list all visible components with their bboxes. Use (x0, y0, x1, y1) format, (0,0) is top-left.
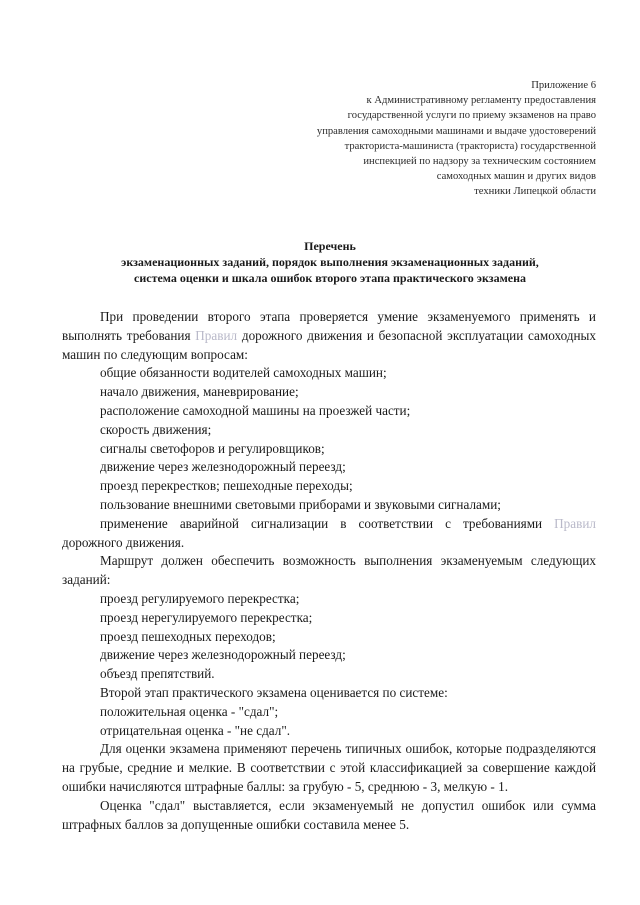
rules-link[interactable]: Правил (554, 515, 596, 531)
route-task: движение через железнодорожный переезд; (100, 647, 346, 663)
alarm-text: применение аварийной сигнализации в соответствии с требованиями (100, 515, 555, 531)
intro-text-end: дорожного движения и безопасной эксплуатации самоходных машин по следующим вопросам: (62, 327, 597, 362)
route-task: объезд препятствий. (100, 666, 215, 682)
intro-paragraph (62, 308, 596, 364)
document-title (40, 238, 620, 287)
question-item: проезд перекрестков; пешеходные переходы; (100, 478, 353, 494)
question-item: пользование внешними световыми приборами и звуковыми сигналами; (100, 496, 501, 512)
grading-intro: Второй этап практического экзамена оценивается по системе: (100, 684, 448, 700)
pass-paragraph: Оценка "сдал" выставляется, если экзаменуемый не допустил ошибок или сумма штрафных баллов за допущенные ошибки составила менее 5. (62, 797, 596, 832)
annex-line: самоходных машин и других видов (436, 171, 596, 183)
route-task: проезд регулируемого перекрестка; (100, 590, 300, 606)
grade-item: отрицательная оценка - "не сдал". (100, 722, 291, 738)
question-item: начало движения, маневрирование; (100, 384, 299, 400)
document-body (62, 308, 596, 834)
annex-header (266, 78, 596, 200)
annex-line: государственной услуги по приему экзаменов на право (347, 110, 596, 122)
annex-line: инспекцией по надзору за техническим состоянием (363, 156, 596, 168)
alarm-item (62, 515, 596, 553)
route-task: проезд пешеходных переходов; (100, 628, 276, 644)
title-line-2: экзаменационных заданий, порядок выполнения экзаменационных заданий, (121, 255, 539, 270)
question-item: движение через железнодорожный переезд; (100, 459, 346, 475)
alarm-text-end: дорожного движения. (62, 534, 185, 550)
question-item: сигналы светофоров и регулировщиков; (100, 440, 325, 456)
annex-line: управления самоходными машинами и выдаче удостоверений (316, 125, 596, 137)
intro-text: При проведении второго этапа проверяется умение экзаменуемого применять и выполнять требования (62, 309, 596, 343)
question-item: скорость движения; (100, 421, 212, 437)
question-item: общие обязанности водителей самоходных машин; (100, 365, 387, 381)
annex-line: техники Липецкой области (474, 186, 596, 198)
grade-item: положительная оценка - "сдал"; (100, 703, 279, 719)
annex-line: к Административному регламенту предоставления (366, 95, 596, 107)
route-intro: Маршрут должен обеспечить возможность выполнения экзаменуемым следующих заданий: (62, 553, 596, 588)
question-item: расположение самоходной машины на проезжей части; (100, 402, 411, 418)
rules-link[interactable]: Правил (195, 327, 238, 343)
title-line-1: Перечень (304, 239, 356, 253)
route-task: проезд нерегулируемого перекрестка; (100, 609, 313, 625)
errors-paragraph: Для оценки экзамена применяют перечень типичных ошибок, которые подразделяются на грубые, средние и мелкие. В соответствии с этой классификацией за совершение каждой ошибки начисляются штрафные баллы: за грубую - 5, среднюю - 3, мелкую - 1. (62, 741, 596, 794)
annex-line: Приложение 6 (531, 80, 596, 91)
title-line-3: система оценки и шкала ошибок второго этапа практического экзамена (134, 271, 526, 286)
annex-line: тракториста-машиниста (тракториста) государственной (344, 140, 596, 152)
